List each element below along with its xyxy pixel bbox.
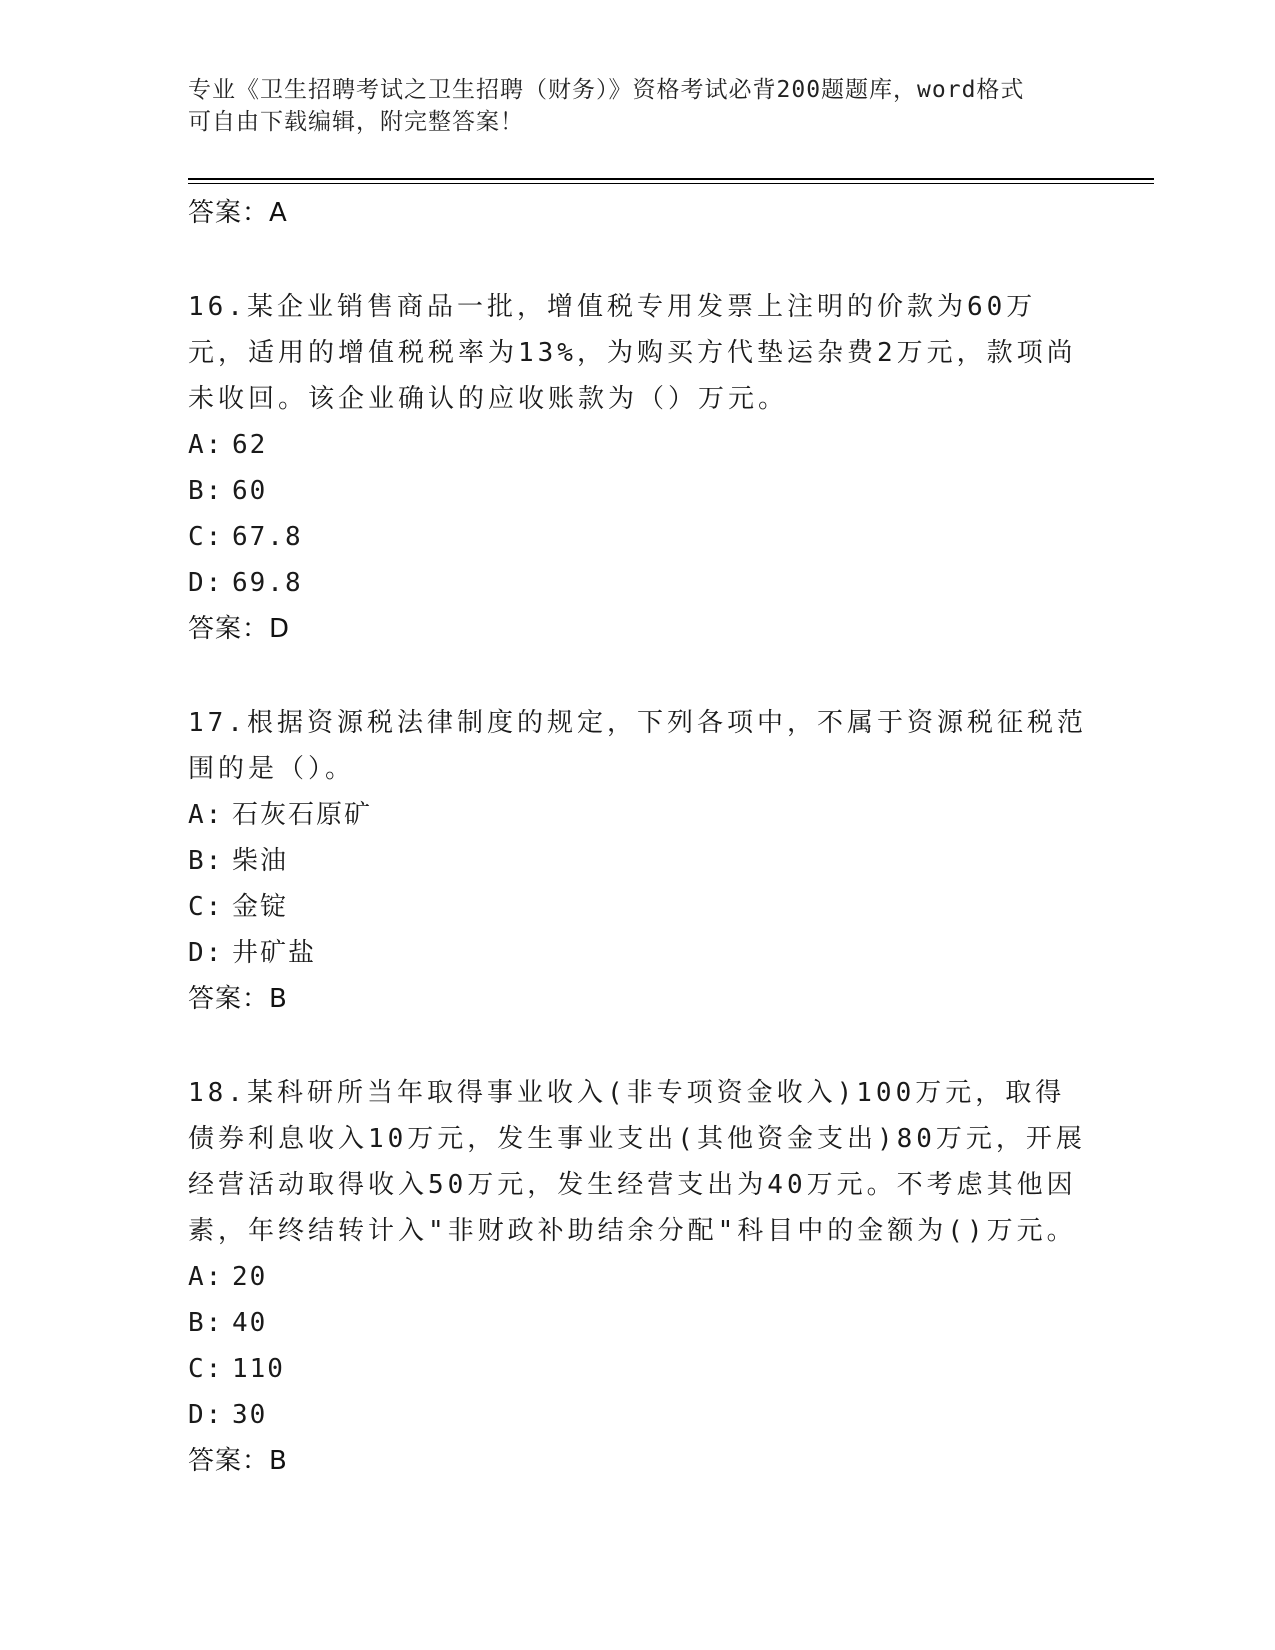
option-text: 柴油 xyxy=(232,846,289,876)
option-letter: D: xyxy=(188,568,224,598)
document-header xyxy=(188,74,1088,138)
option-text: 60 xyxy=(232,476,268,506)
option-letter: A: xyxy=(188,430,224,460)
question-16 xyxy=(188,284,1088,652)
option-d xyxy=(188,930,1088,976)
option-b xyxy=(188,838,1088,884)
option-letter: C: xyxy=(188,522,224,552)
option-d xyxy=(188,560,1088,606)
option-c xyxy=(188,514,1088,560)
option-letter: A: xyxy=(188,1262,224,1292)
option-letter: D: xyxy=(188,1400,224,1430)
previous-answer: 答案：A xyxy=(188,198,288,228)
option-text: 金锭 xyxy=(232,892,289,922)
option-text: 110 xyxy=(232,1354,285,1384)
question-18 xyxy=(188,1070,1088,1484)
header-divider-thick xyxy=(188,178,1154,180)
option-a xyxy=(188,422,1088,468)
question-stem: 16.某企业销售商品一批，增值税专用发票上注明的价款为60万元，适用的增值税税率为13%，为购买方代垫运杂费2万元，款项尚未收回。该企业确认的应收账款为（）万元。 xyxy=(188,292,1077,414)
option-text: 20 xyxy=(232,1262,268,1292)
option-c xyxy=(188,884,1088,930)
option-text: 40 xyxy=(232,1308,268,1338)
answer-line: 答案：D xyxy=(188,614,291,644)
option-text: 30 xyxy=(232,1400,268,1430)
option-text: 石灰石原矿 xyxy=(232,800,373,830)
option-d xyxy=(188,1392,1088,1438)
question-17 xyxy=(188,700,1088,1022)
question-content xyxy=(188,190,1088,1484)
header-line-1: 专业《卫生招聘考试之卫生招聘（财务）》资格考试必背200题题库，word格式 xyxy=(188,77,1025,103)
answer-line: 答案：B xyxy=(188,1446,288,1476)
option-text: 62 xyxy=(232,430,268,460)
option-c xyxy=(188,1346,1088,1392)
option-letter: B: xyxy=(188,476,224,506)
option-letter: C: xyxy=(188,1354,224,1384)
option-letter: A: xyxy=(188,800,224,830)
answer-line: 答案：B xyxy=(188,984,288,1014)
question-stem: 17.根据资源税法律制度的规定，下列各项中，不属于资源税征税范围的是（）。 xyxy=(188,708,1087,784)
header-line-2: 可自由下载编辑，附完整答案！ xyxy=(188,109,524,135)
option-a xyxy=(188,1254,1088,1300)
option-letter: D: xyxy=(188,938,224,968)
question-stem: 18.某科研所当年取得事业收入(非专项资金收入)100万元，取得债券利息收入10万元，发生事业支出(其他资金支出)80万元，开展经营活动取得收入50万元，发生经营支出为40万元。不考虑其他因素，年终结转计入"非财政补助结余分配"科目中的金额为()万元。 xyxy=(188,1078,1086,1246)
option-a xyxy=(188,792,1088,838)
option-b xyxy=(188,1300,1088,1346)
option-b xyxy=(188,468,1088,514)
option-text: 69.8 xyxy=(232,568,303,598)
header-divider-thin xyxy=(188,183,1154,184)
option-letter: C: xyxy=(188,892,224,922)
option-letter: B: xyxy=(188,846,224,876)
option-text: 67.8 xyxy=(232,522,303,552)
option-text: 井矿盐 xyxy=(232,938,317,968)
option-letter: B: xyxy=(188,1308,224,1338)
